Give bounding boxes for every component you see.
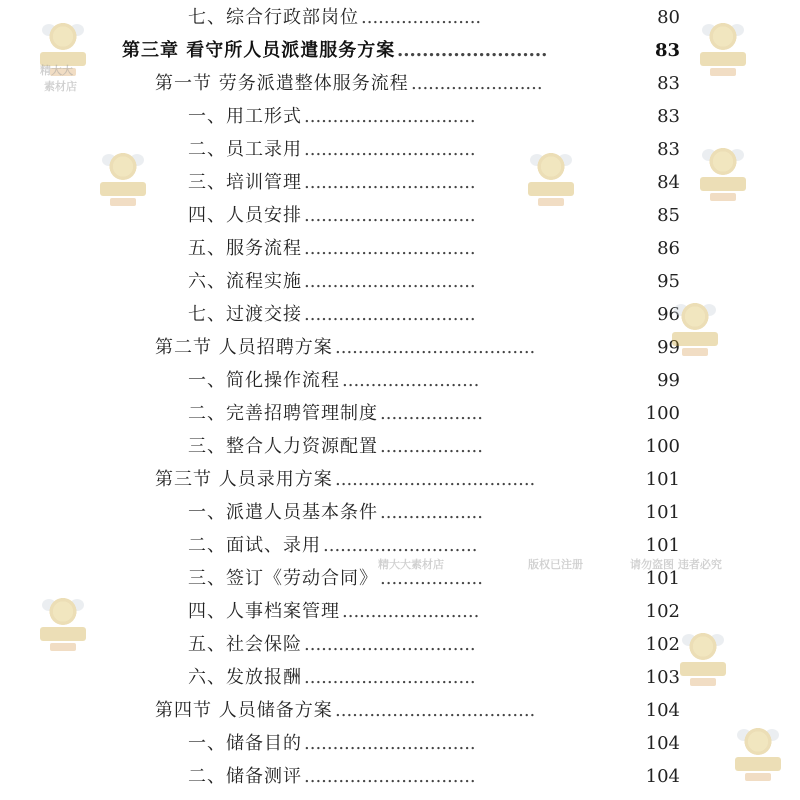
toc-entry xyxy=(0,34,800,67)
toc-dot-leader: .............................. xyxy=(304,205,476,226)
toc-entry-title: 一、派遣人员基本条件 xyxy=(188,502,378,523)
toc-entry-page-number: 101 xyxy=(645,469,680,490)
toc-entry-page-number: 99 xyxy=(657,370,680,391)
toc-entry-title: 四、人员安排 xyxy=(188,205,302,226)
toc-dot-leader: .................. xyxy=(380,403,483,424)
toc-entry-title: 一、用工形式 xyxy=(188,106,302,127)
toc-dot-leader: .............................. xyxy=(304,106,476,127)
toc-entry-page-number: 100 xyxy=(645,403,680,424)
toc-entry xyxy=(0,100,800,133)
toc-entry-page-number: 103 xyxy=(645,667,680,688)
toc-entry-page-number: 102 xyxy=(645,601,680,622)
toc-dot-leader: ....................... xyxy=(411,73,543,94)
toc-entry xyxy=(0,1,800,34)
toc-entry-title: 第三节 人员录用方案 xyxy=(155,469,333,490)
toc-entry xyxy=(0,595,800,628)
toc-dot-leader: ........................ xyxy=(342,370,480,391)
toc-entry-page-number: 101 xyxy=(645,502,680,523)
toc-entry-page-number: 80 xyxy=(657,7,680,28)
toc-entry-page-number: 99 xyxy=(657,337,680,358)
watermark-logo-icon xyxy=(40,595,86,653)
toc-entry-page-number: 100 xyxy=(645,436,680,457)
toc-entry-title: 六、发放报酬 xyxy=(188,667,302,688)
toc-dot-leader: ................................... xyxy=(335,700,536,721)
toc-entry-page-number: 102 xyxy=(645,634,680,655)
toc-dot-leader: .................. xyxy=(380,436,483,457)
watermark-logo-subtext: 素材店 xyxy=(44,80,77,93)
toc-entry-title: 二、面试、录用 xyxy=(188,535,321,556)
watermark-logo-text: 精大大 xyxy=(40,64,73,77)
toc-entry xyxy=(0,67,800,100)
watermark-notice: 请勿盗图 违者必究 xyxy=(630,558,722,571)
toc-entry-title: 二、储备测评 xyxy=(188,766,302,787)
watermark-logo-icon xyxy=(700,20,746,78)
watermark-logo-icon xyxy=(528,150,574,208)
toc-dot-leader: ..................... xyxy=(361,7,482,28)
toc-entry-title: 第二节 人员招聘方案 xyxy=(155,337,333,358)
watermark-notice: 版权已注册 xyxy=(528,558,583,571)
toc-entry-title: 一、简化操作流程 xyxy=(188,370,340,391)
toc-dot-leader: .............................. xyxy=(304,766,476,787)
toc-entry-title: 五、社会保险 xyxy=(188,634,302,655)
toc-entry-title: 第三章 看守所人员派遣服务方案 xyxy=(122,40,396,61)
toc-entry xyxy=(0,232,800,265)
toc-dot-leader: .................. xyxy=(380,502,483,523)
toc-dot-leader: .............................. xyxy=(304,271,476,292)
toc-dot-leader: .............................. xyxy=(304,634,476,655)
toc-entry-title: 五、服务流程 xyxy=(188,238,302,259)
toc-dot-leader: ........................... xyxy=(323,535,478,556)
toc-entry-page-number: 83 xyxy=(657,106,680,127)
toc-entry xyxy=(0,496,800,529)
toc-entry xyxy=(0,694,800,727)
toc-entry-page-number: 85 xyxy=(657,205,680,226)
toc-dot-leader: .............................. xyxy=(304,238,476,259)
toc-entry xyxy=(0,265,800,298)
toc-dot-leader: ................................... xyxy=(335,469,536,490)
toc-entry-title: 七、综合行政部岗位 xyxy=(188,7,359,28)
watermark-logo-icon xyxy=(680,630,726,688)
toc-dot-leader: .................. xyxy=(380,568,483,589)
watermark-notice: 精大大素材店 xyxy=(378,558,444,571)
toc-dot-leader: .............................. xyxy=(304,667,476,688)
toc-entry-title: 六、流程实施 xyxy=(188,271,302,292)
toc-entry xyxy=(0,463,800,496)
toc-entry-title: 二、完善招聘管理制度 xyxy=(188,403,378,424)
toc-entry xyxy=(0,430,800,463)
toc-entry-page-number: 101 xyxy=(645,568,680,589)
toc-entry-title: 七、过渡交接 xyxy=(188,304,302,325)
toc-dot-leader: ........................ xyxy=(342,601,480,622)
toc-entry-page-number: 83 xyxy=(657,139,680,160)
watermark-logo-icon xyxy=(100,150,146,208)
toc-entry xyxy=(0,727,800,760)
toc-entry-page-number: 86 xyxy=(657,238,680,259)
toc-entry xyxy=(0,397,800,430)
toc-entry-title: 二、员工录用 xyxy=(188,139,302,160)
toc-entry-title: 一、储备目的 xyxy=(188,733,302,754)
toc-entry-page-number: 84 xyxy=(657,172,680,193)
toc-entry-page-number: 83 xyxy=(654,40,680,61)
toc-dot-leader: .............................. xyxy=(304,733,476,754)
toc-entry-title: 三、培训管理 xyxy=(188,172,302,193)
toc-entry-page-number: 104 xyxy=(645,733,680,754)
toc-dot-leader: .............................. xyxy=(304,304,476,325)
toc-dot-leader: ................................... xyxy=(335,337,536,358)
toc-entry-page-number: 95 xyxy=(657,271,680,292)
toc-dot-leader: .............................. xyxy=(304,139,476,160)
toc-entry xyxy=(0,364,800,397)
toc-dot-leader: ........................ xyxy=(397,40,548,61)
toc-entry-page-number: 83 xyxy=(657,73,680,94)
toc-entry xyxy=(0,760,800,793)
toc-entry-title: 四、人事档案管理 xyxy=(188,601,340,622)
toc-entry-page-number: 104 xyxy=(645,766,680,787)
toc-entry-title: 第一节 劳务派遣整体服务流程 xyxy=(155,73,409,94)
watermark-logo-icon xyxy=(672,300,718,358)
watermark-logo-icon xyxy=(700,145,746,203)
toc-entry-title: 三、整合人力资源配置 xyxy=(188,436,378,457)
toc-entry-page-number: 104 xyxy=(645,700,680,721)
watermark-logo-icon xyxy=(735,725,781,783)
toc-entry-page-number: 101 xyxy=(645,535,680,556)
toc-entry-title: 第四节 人员储备方案 xyxy=(155,700,333,721)
toc-dot-leader: .............................. xyxy=(304,172,476,193)
toc-entry-page-number: 96 xyxy=(657,304,680,325)
toc-entry-title: 三、签订《劳动合同》 xyxy=(188,568,378,589)
